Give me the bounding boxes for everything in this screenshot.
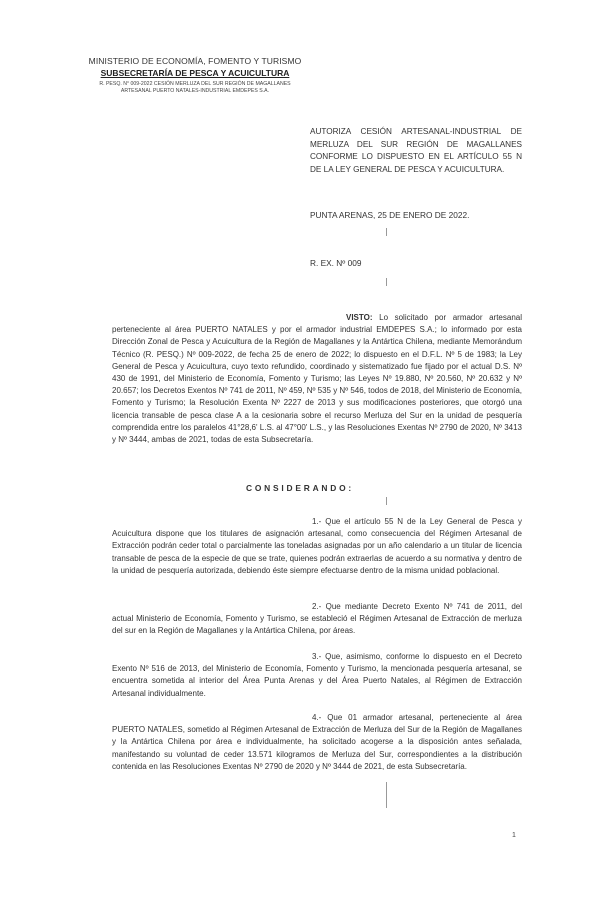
margin-mark xyxy=(386,782,387,808)
margin-mark xyxy=(386,278,387,286)
resolution-number: R. EX. Nº 009 xyxy=(310,258,362,268)
considerando-heading: CONSIDERANDO: xyxy=(245,483,355,493)
considerando-paragraph-3: 3.- Que, asimismo, conforme lo dispuesto en el Decreto Exento Nº 516 de 2013, del Ministerio de Economía, Fomento y Turismo, la mencionada pesquería artesanal, se encuentra sometida al interior del Área Punta Arenas y del Área Puerto Natales, al Régimen de Extracción Artesanal individualmente. xyxy=(112,652,522,698)
undersecretariat-name: SUBSECRETARÍA DE PESCA Y ACUICULTURA xyxy=(100,68,290,78)
visto-text: Lo solicitado por armador artesanal perteneciente al área PUERTO NATALES y por el armador industrial EMDEPES S.A.; lo informado por esta Dirección Zonal de Pesca y Acuicultura de la Región de Magallanes y la Antártica Chilena, mediante Memorándum Técnico (R. PESQ.) Nº 009-2022, de fecha 25 de enero de 2022; lo dispuesto en el D.F.L. Nº 5 de 1983; la Ley General de Pesca y Acuicultura, cuyo texto refundido, coordinado y sistematizado fue fijado por el actual D.S. Nº 430 de 1991, del Ministerio de Economía, Fomento y Turismo; las Leyes Nº 19.880, Nº 20.560, Nº 20.632 y Nº 20.657; los Decretos Exentos Nº 741 de 2011, Nº 459, Nº 535 y Nº 546, todos de 2018, del Ministerio de Economía, Fomento y Turismo; la Resolución Exenta Nº 2227 de 2013 y sus modificaciones posteriores, que otorgó una licencia transable de pesca clase A a la cesionaria sobre el recurso Merluza del Sur en la unidad de pesquería comprendida entre los paralelos 41°28,6' L.S. al 47°00' L.S., y las Resoluciones Exentas Nº 2790 de 2020, Nº 3413 y Nº 3444, ambas de 2021, todas de esta Subsecretaría. xyxy=(112,313,523,445)
ministry-name: MINISTERIO DE ECONOMÍA, FOMENTO Y TURISMO xyxy=(88,56,302,66)
reference-line-1: R. PESQ. N° 009-2022 CESIÓN MERLUZA DEL SUR REGIÓN DE MAGALLANES xyxy=(99,81,291,87)
reference-line-2: ARTESANAL PUERTO NATALES-INDUSTRIAL EMDEPES S.A. xyxy=(120,88,270,94)
page-number: 1 xyxy=(512,832,516,839)
visto-section xyxy=(112,312,522,446)
resolution-subject: AUTORIZA CESIÓN ARTESANAL-INDUSTRIAL DE MERLUZA DEL SUR REGIÓN DE MAGALLANES CONFORME LO DISPUESTO EN EL ARTÍCULO 55 N DE LA LEY GENERAL DE PESCA Y ACUICULTURA. xyxy=(310,127,522,174)
visto-lead: VISTO: xyxy=(346,313,373,322)
considerando-paragraph-2: 2.- Que mediante Decreto Exento Nº 741 de 2011, del actual Ministerio de Economía, Fomento y Turismo, se estableció el Régimen Artesanal de Extracción de merluza del sur en la Región de Magallanes y la Antártica Chilena, por áreas. xyxy=(112,602,522,636)
margin-mark xyxy=(386,497,387,505)
letterhead xyxy=(80,56,310,95)
margin-mark xyxy=(386,228,387,236)
considerando-paragraph-1: 1.- Que el artículo 55 N de la Ley General de Pesca y Acuicultura dispone que los titulares de asignación artesanal, como consecuencia del Régimen Artesanal de Extracción podrán ceder total o parcialmente las toneladas asignadas por un año calendario a un titular de licencia transable de pesca de la especie de que se trate, quienes podrán extraerlas de acuerdo a su normativa y dentro de la unidad de pesquería autorizada, debiendo éste siempre efectuarse dentro de la misma unidad poblacional. xyxy=(112,517,522,575)
place-and-date: PUNTA ARENAS, 25 DE ENERO DE 2022. xyxy=(310,210,470,220)
considerando-paragraph-4: 4.- Que 01 armador artesanal, perteneciente al área PUERTO NATALES, sometido al Régimen Artesanal de Extracción de Merluza del Sur de la Región de Magallanes y la Antártica Chilena por área e individualmente, ha solicitado acogerse a la disposición antes señalada, manifestando su voluntad de ceder 13.571 kilogramos de Merluza del Sur, correspondientes a la distribución contenida en las Resoluciones Exentas Nº 2790 de 2020 y Nº 3444 de 2021, de esta Subsecretaría. xyxy=(112,713,522,771)
